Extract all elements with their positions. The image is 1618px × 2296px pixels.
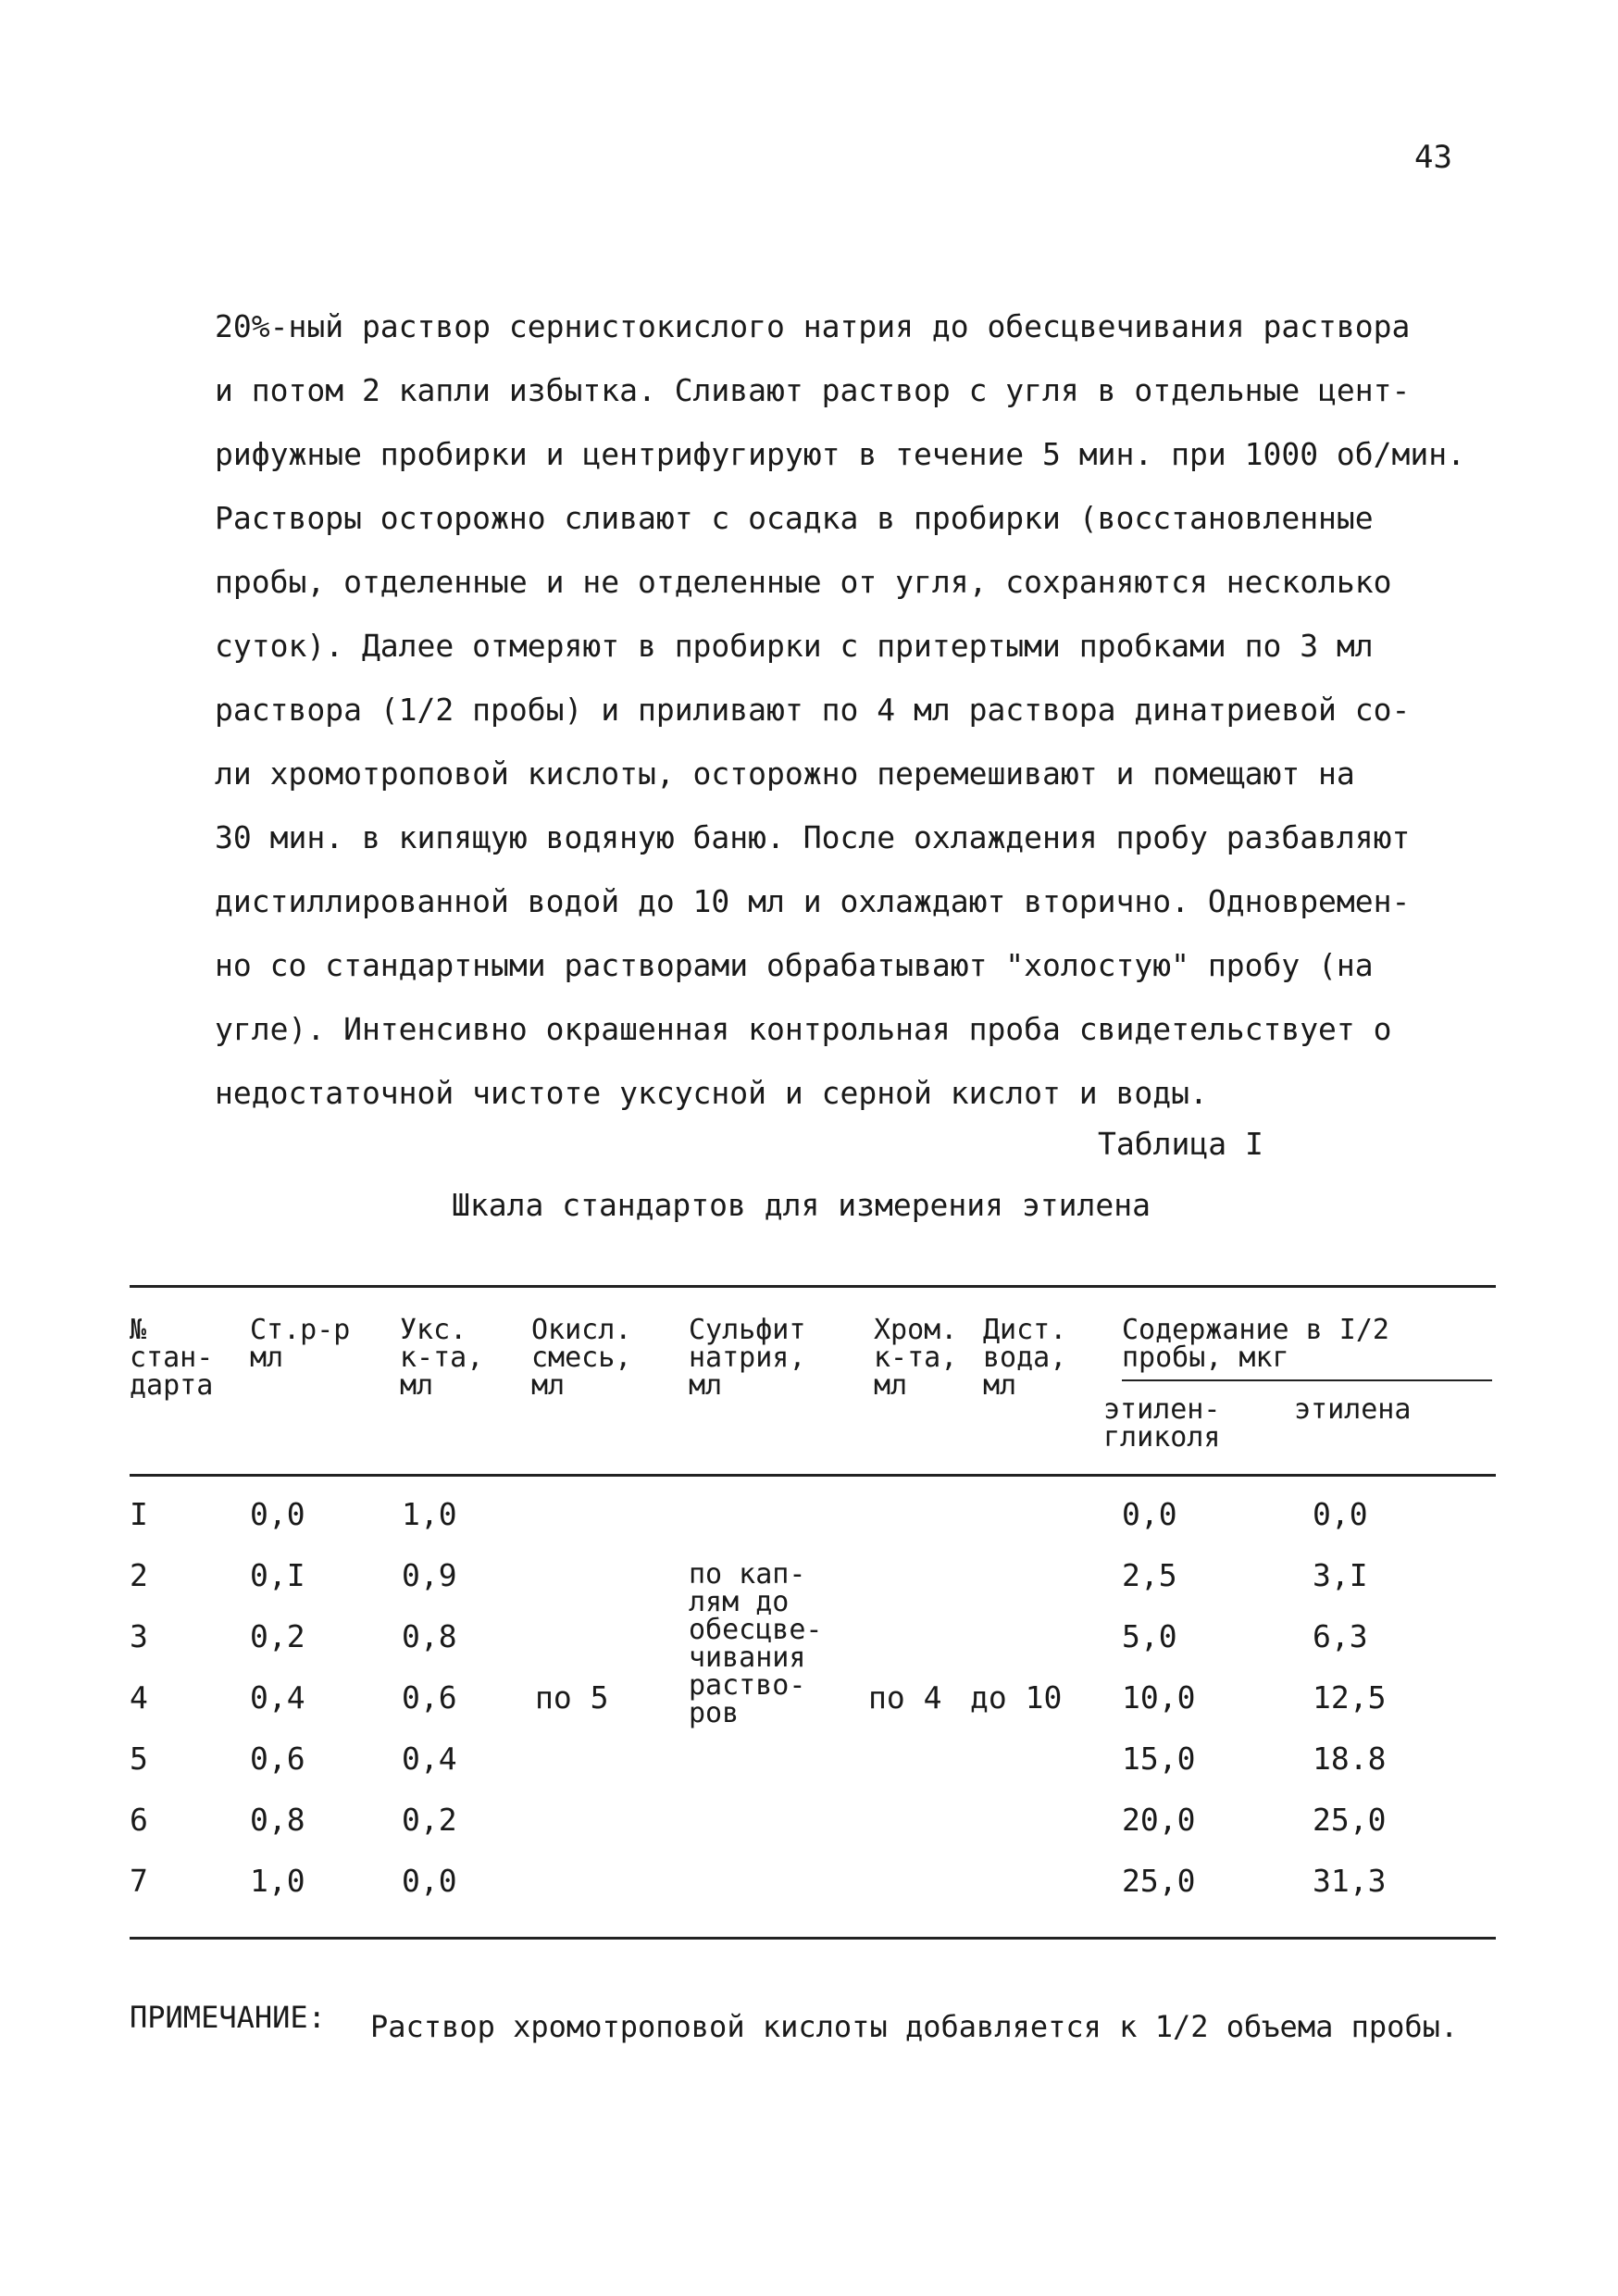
cell-ethylene-glycol: 5,0 — [1122, 1618, 1177, 1654]
cell-standard-solution: 0,2 — [250, 1618, 305, 1654]
cell-acetic-acid: 0,4 — [402, 1741, 457, 1777]
cell-standard-solution: 0,I — [250, 1557, 305, 1593]
cell-standard-solution: 0,0 — [250, 1496, 305, 1532]
table-top-rule — [130, 1285, 1496, 1288]
header-ethylene-glycol: этилен- гликоля — [1103, 1393, 1221, 1454]
cell-standard-solution: 0,8 — [250, 1802, 305, 1838]
cell-ethylene-glycol: 2,5 — [1122, 1557, 1177, 1593]
cell-standard-solution: 0,6 — [250, 1741, 305, 1777]
note-label: ПРИМЕЧАНИЕ: — [130, 2000, 326, 2035]
cell-standard-number: 5 — [130, 1741, 148, 1777]
cell-ethylene-glycol: 20,0 — [1122, 1802, 1196, 1838]
cell-ethylene-glycol: 10,0 — [1122, 1679, 1196, 1716]
cell-ethylene-glycol: 0,0 — [1122, 1496, 1177, 1532]
header-ethylene: этилена — [1294, 1393, 1412, 1426]
cell-chromotropic-acid-merged: по 4 — [868, 1679, 942, 1716]
header-sodium-sulfite: Сульфит натрия, мл — [689, 1314, 806, 1402]
cell-acetic-acid: 0,9 — [402, 1557, 457, 1593]
table-caption-title: Шкала стандартов для измерения этилена — [452, 1187, 1151, 1223]
note-text: Раствор хромотроповой кислоты добавляется к 1/2 объема пробы. — [370, 2009, 1459, 2044]
header-chromotropic-acid: Хром. к-та, мл — [874, 1314, 958, 1402]
cell-oxidizing-mixture-merged: по 5 — [535, 1679, 609, 1716]
cell-ethylene-glycol: 15,0 — [1122, 1741, 1196, 1777]
cell-sodium-sulfite-merged: по кап- лям до обесцве- чивания раство- ров — [689, 1558, 823, 1729]
cell-ethylene: 31,3 — [1313, 1863, 1387, 1899]
header-standard-number: № стан- дарта — [130, 1314, 214, 1402]
cell-ethylene: 25,0 — [1313, 1802, 1387, 1838]
cell-standard-solution: 0,4 — [250, 1679, 305, 1716]
cell-standard-number: 7 — [130, 1863, 148, 1899]
cell-acetic-acid: 0,6 — [402, 1679, 457, 1716]
cell-distilled-water-merged: до 10 — [970, 1679, 1063, 1716]
cell-ethylene: 12,5 — [1313, 1679, 1387, 1716]
cell-standard-number: I — [130, 1496, 148, 1532]
table-caption-number: Таблица I — [1098, 1126, 1263, 1162]
header-acetic-acid: Укс. к-та, мл — [400, 1314, 484, 1402]
cell-standard-number: 2 — [130, 1557, 148, 1593]
header-content: Содержание в I/2 пробы, мкг — [1122, 1314, 1389, 1374]
table-bottom-rule — [130, 1937, 1496, 1940]
cell-ethylene: 0,0 — [1313, 1496, 1368, 1532]
cell-acetic-acid: 1,0 — [402, 1496, 457, 1532]
cell-acetic-acid: 0,2 — [402, 1802, 457, 1838]
cell-ethylene-glycol: 25,0 — [1122, 1863, 1196, 1899]
cell-ethylene: 3,I — [1313, 1557, 1368, 1593]
header-distilled-water: Дист. вода, мл — [983, 1314, 1067, 1402]
cell-standard-number: 6 — [130, 1802, 148, 1838]
header-oxidizing-mixture: Окисл. смесь, мл — [531, 1314, 632, 1402]
cell-standard-number: 4 — [130, 1679, 148, 1716]
cell-ethylene: 6,3 — [1313, 1618, 1368, 1654]
header-standard-solution: Ст.р-р мл — [250, 1314, 351, 1374]
cell-acetic-acid: 0,0 — [402, 1863, 457, 1899]
cell-standard-solution: 1,0 — [250, 1863, 305, 1899]
header-content-underline — [1122, 1379, 1492, 1381]
cell-ethylene: 18.8 — [1313, 1741, 1387, 1777]
body-paragraph: 20%-ный раствор сернистокислого натрия до обесцвечивания раствора и потом 2 капли избытка. Сливают раствор с угля в отдельные цент- рифужные пробирки и центрифугируют в течение 5 мин. при 1000 об/мин. Растворы осторожно сливают с осадка в пробирки (восстановленные пробы, отделенные и не отделенные от угля, сохраняются несколько суток). Далее отмеряют в пробирки с притертыми пробками по 3 мл раствора (1/2 пробы) и приливают по 4 мл раствора динатриевой со- ли хромотроповой кислоты, осторожно перемешивают и помещают на 30 мин. в кипящую водяную баню. После охлаждения пробу разбавляют дистиллированной водой до 10 мл и охлаждают вторично. Одновремен- но со стандартными растворами обрабатывают "холостую" пробу (на угле). Интенсивно окрашенная контрольная проба свидетельствует о недостаточной чистоте уксусной и серной кислот и воды. — [215, 308, 1466, 1111]
page-number: 43 — [1414, 139, 1452, 176]
cell-standard-number: 3 — [130, 1618, 148, 1654]
table-header-rule — [130, 1474, 1496, 1477]
cell-acetic-acid: 0,8 — [402, 1618, 457, 1654]
